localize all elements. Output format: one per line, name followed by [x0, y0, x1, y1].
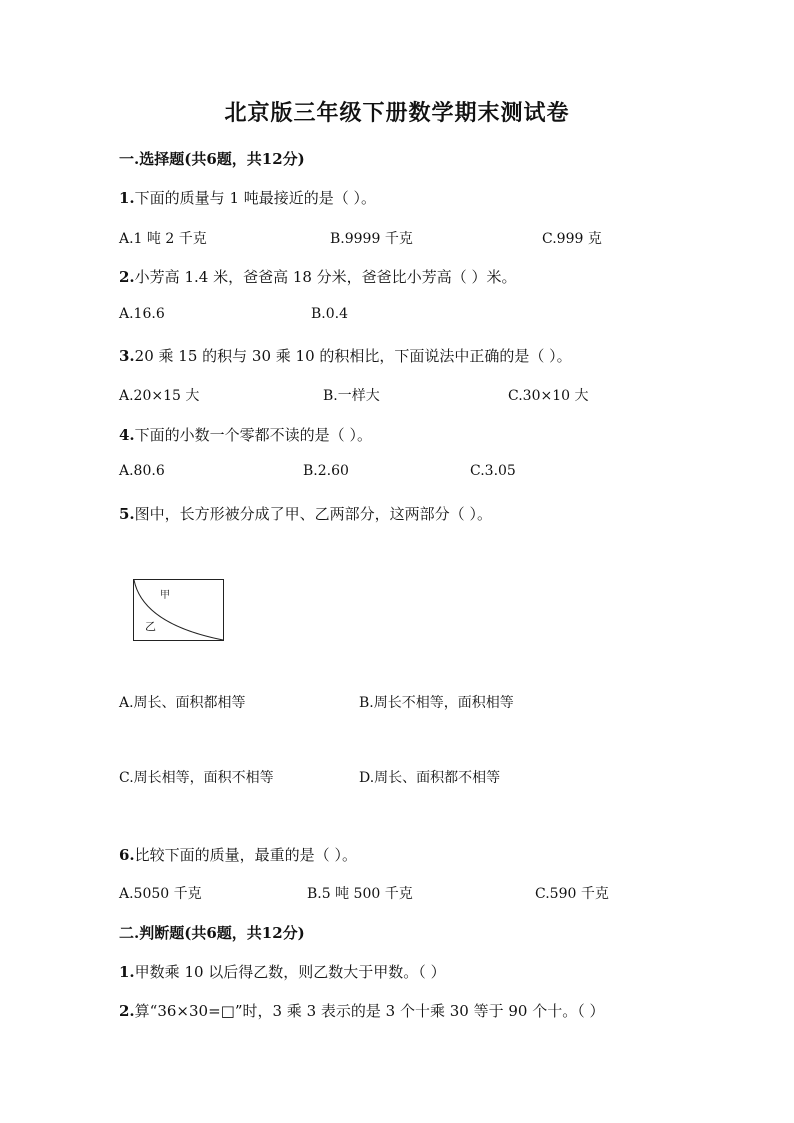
question-text: 比较下面的质量，最重的是（ ）。	[134, 846, 357, 864]
question-number: 2.	[119, 1002, 135, 1020]
q4-option-a: A.80.6	[119, 463, 165, 479]
page-title: 北京版三年级下册数学期末测试卷	[224, 100, 570, 126]
question-number: 6.	[119, 846, 135, 864]
q1-option-a: A.1 吨 2 千克	[119, 231, 207, 247]
question-text: 下面的质量与 1 吨最接近的是（ ）。	[134, 189, 377, 207]
question-number: 3.	[119, 347, 135, 365]
question-number: 1.	[119, 963, 135, 981]
question-text: 小芳高 1.4 米，爸爸高 18 分米，爸爸比小芳高（ ）米。	[134, 268, 517, 286]
judgement-2	[119, 1000, 604, 1021]
question-6	[119, 844, 357, 865]
question-text: 算“36×30=□”时，3 乘 3 表示的是 3 个十乘 30 等于 90 个十。（ ）	[134, 1002, 605, 1020]
q4-option-b: B.2.60	[303, 463, 349, 479]
question-number: 2.	[119, 268, 135, 286]
q5-option-a: A.周长、面积都相等	[119, 695, 246, 711]
question-text: 20 乘 15 的积与 30 乘 10 的积相比，下面说法中正确的是（ ）。	[134, 347, 572, 365]
q5-option-d: D.周长、面积都不相等	[359, 770, 501, 786]
q1-option-b: B.9999 千克	[330, 231, 413, 247]
q6-option-b: B.5 吨 500 千克	[307, 886, 413, 902]
question-5	[119, 503, 492, 524]
q3-option-c: C.30×10 大	[508, 388, 589, 404]
q2-option-b: B.0.4	[311, 306, 349, 322]
question-number: 4.	[119, 426, 135, 444]
section-1-heading: 一.选择题(共6题，共12分)	[119, 150, 305, 168]
question-3	[119, 345, 572, 366]
q6-option-c: C.590 千克	[535, 886, 609, 902]
question-1	[119, 187, 376, 208]
q2-option-a: A.16.6	[119, 306, 165, 322]
region-jia-label: 甲	[160, 590, 170, 601]
q3-option-a: A.20×15 大	[119, 388, 200, 404]
q4-option-c: C.3.05	[470, 463, 516, 479]
q1-option-c: C.999 克	[542, 231, 602, 247]
question-4	[119, 424, 372, 445]
region-yi-label: 乙	[145, 620, 156, 633]
question-text: 下面的小数一个零都不读的是（ ）。	[134, 426, 372, 444]
q6-option-a: A.5050 千克	[119, 886, 202, 902]
judgement-1	[119, 961, 446, 982]
question-text: 图中，长方形被分成了甲、乙两部分，这两部分（ ）。	[134, 505, 492, 523]
question-number: 5.	[119, 505, 135, 523]
q5-option-b: B.周长不相等，面积相等	[359, 695, 514, 711]
q3-option-b: B.一样大	[323, 388, 380, 404]
section-2-heading: 二.判断题(共6题，共12分)	[119, 924, 305, 942]
question-number: 1.	[119, 189, 135, 207]
question-2	[119, 266, 516, 287]
rectangle-division-figure	[133, 579, 225, 642]
question-text: 甲数乘 10 以后得乙数，则乙数大于甲数。（ ）	[134, 963, 446, 981]
q5-option-c: C.周长相等，面积不相等	[119, 770, 274, 786]
